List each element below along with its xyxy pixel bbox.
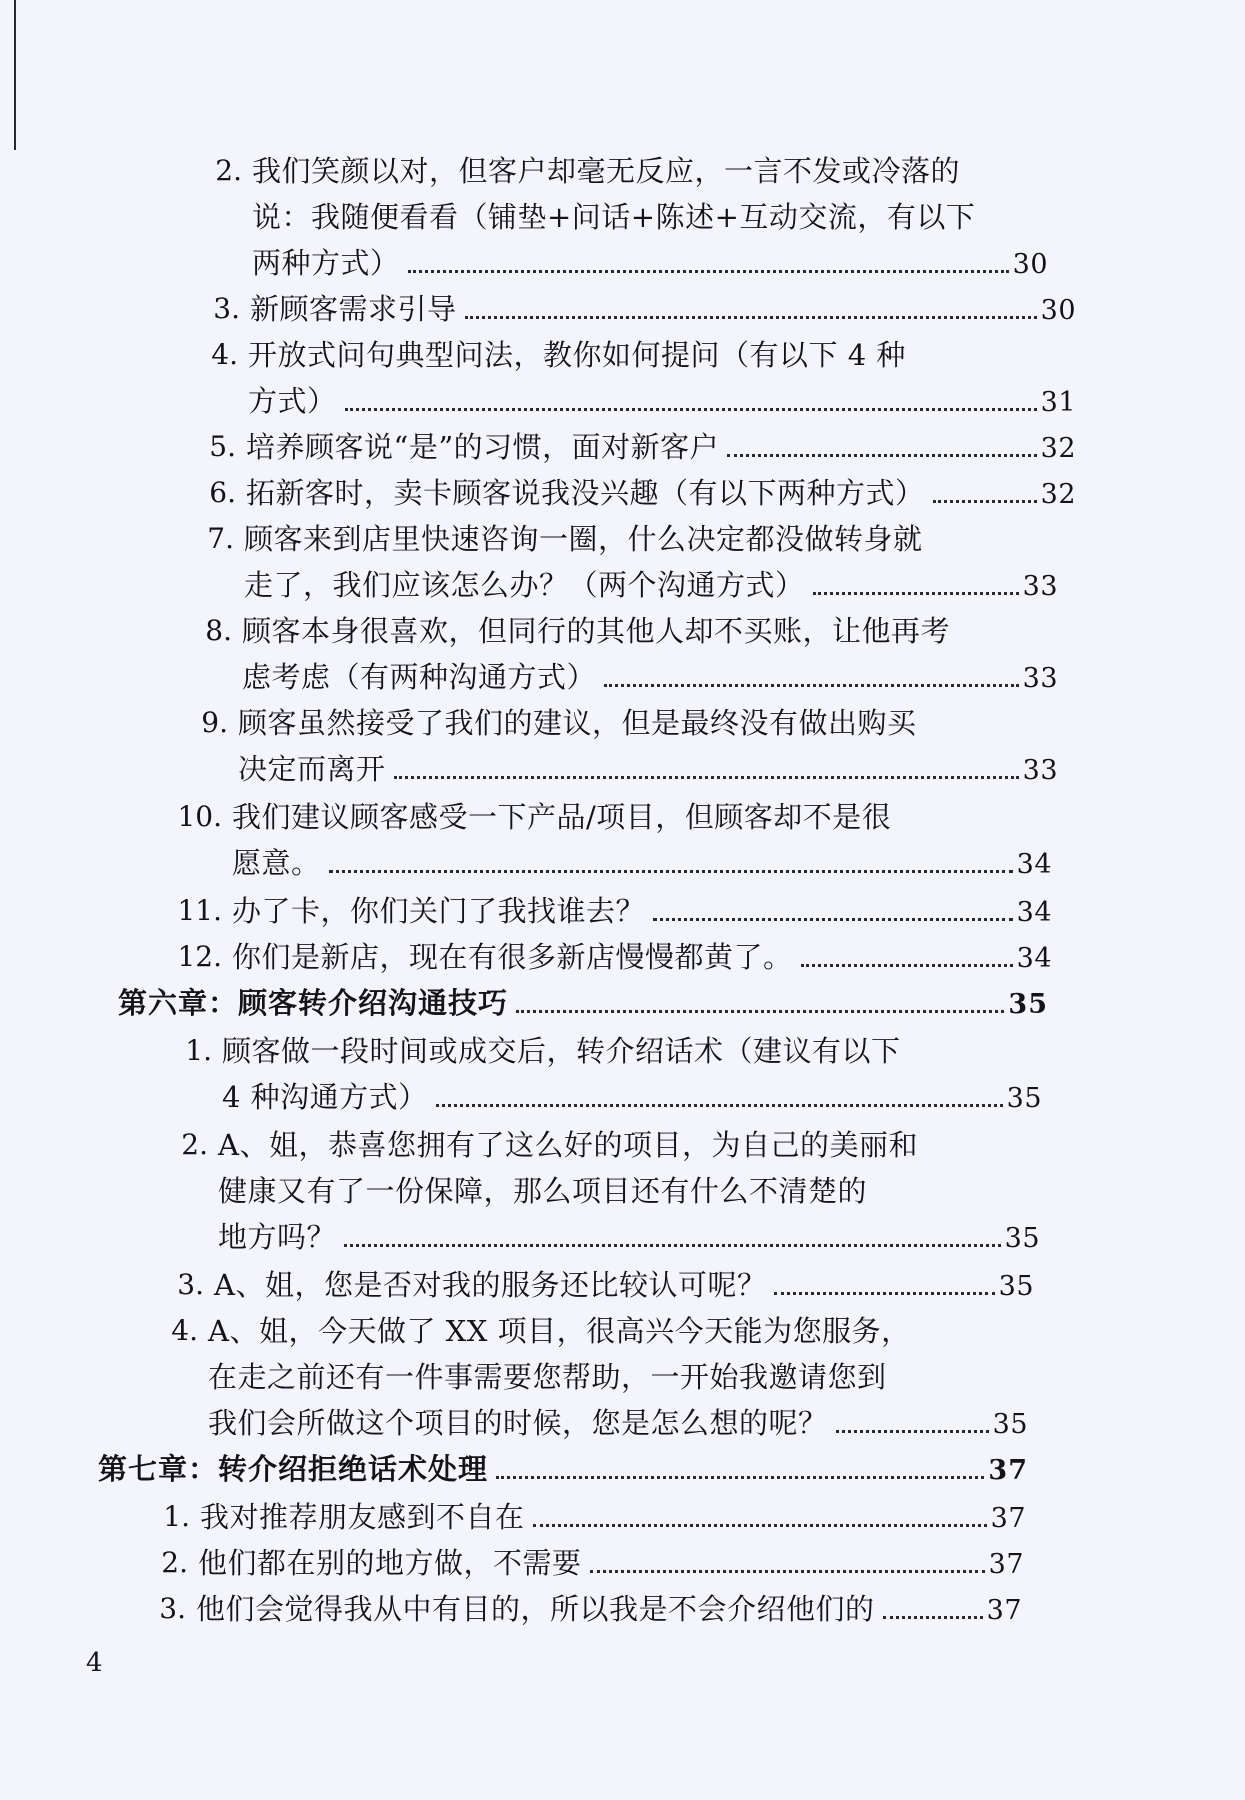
toc-entry-number: 10. xyxy=(177,800,222,833)
toc-page-number: 34 xyxy=(1016,897,1052,928)
toc-entry-number: 2. xyxy=(181,1128,208,1161)
leader-dots xyxy=(394,776,1019,779)
toc-entry-text: 我们会所做这个项目的时候，您是怎么想的呢？ xyxy=(208,1406,828,1440)
toc-page-number: 35 xyxy=(1008,989,1048,1020)
toc-entry[interactable] xyxy=(166,1028,1042,1122)
toc-page-number: 32 xyxy=(1040,479,1076,510)
toc-entry[interactable] xyxy=(158,1262,1034,1310)
leader-dots xyxy=(516,1010,1004,1013)
leader-dots xyxy=(344,1244,1001,1247)
toc-entry-text: 开放式问句典型问法，教你如何提问（有以下 4 种 xyxy=(248,338,906,372)
toc-entry[interactable] xyxy=(144,1494,1026,1542)
toc-entry-text: 培养顾客说“是”的习惯，面对新客户 xyxy=(246,430,720,464)
toc-entry-text: 他们会觉得我从中有目的，所以我是不会介绍他们的 xyxy=(196,1592,875,1626)
toc-entry[interactable] xyxy=(176,794,1052,888)
toc-entry[interactable] xyxy=(162,1122,1040,1262)
toc-page-number: 37 xyxy=(986,1595,1022,1626)
toc-entry[interactable] xyxy=(176,934,1052,982)
toc-entry[interactable] xyxy=(188,516,1058,610)
toc-entry-number: 9. xyxy=(201,706,228,739)
toc-entry[interactable] xyxy=(140,1586,1022,1634)
toc-entry-text: 顾客来到店里快速咨询一圈，什么决定都没做转身就 xyxy=(244,522,923,556)
toc-entry[interactable] xyxy=(190,424,1076,472)
toc-entry-number: 1. xyxy=(163,1500,190,1533)
leader-dots xyxy=(590,1570,985,1573)
leader-dots xyxy=(813,592,1019,595)
toc-entry-number: 3. xyxy=(177,1268,204,1301)
toc-page-number: 33 xyxy=(1022,755,1058,786)
toc-entry-number: 11. xyxy=(177,894,222,927)
toc-entry-number: 3. xyxy=(213,292,240,325)
toc-entry-text: 虑考虑（有两种沟通方式） xyxy=(242,660,597,694)
toc-entry-text: 我对推荐朋友感到不自在 xyxy=(200,1500,525,1534)
toc-entry[interactable] xyxy=(186,608,1058,702)
toc-entry-number: 4. xyxy=(211,338,238,371)
toc-page-number: 37 xyxy=(988,1455,1028,1486)
toc-entry-text: 说：我随便看看（铺垫+问话+陈述+互动交流，有以下 xyxy=(252,200,976,234)
leader-dots xyxy=(653,918,1013,921)
toc-page-number: 32 xyxy=(1040,433,1076,464)
toc-entry-text: 方式） xyxy=(248,384,337,418)
toc-page-number: 35 xyxy=(992,1409,1028,1440)
toc-entry[interactable] xyxy=(142,1540,1024,1588)
leader-dots xyxy=(408,270,1009,273)
toc-entry-text: 顾客做一段时间或成交后，转介绍话术（建议有以下 xyxy=(222,1034,901,1068)
leader-dots xyxy=(329,870,1013,873)
leader-dots xyxy=(883,1616,983,1619)
toc-entry-number: 5. xyxy=(209,430,236,463)
toc-page-number: 30 xyxy=(1040,295,1076,326)
leader-dots xyxy=(496,1476,984,1479)
toc-entry-text: A、姐，恭喜您拥有了这么好的项目，为自己的美丽和 xyxy=(218,1128,918,1162)
leader-dots xyxy=(465,316,1037,319)
toc-entry[interactable] xyxy=(176,888,1052,936)
chapter-title: 第七章：转介绍拒绝话术处理 xyxy=(98,1452,489,1486)
toc-entry-text: 在走之前还有一件事需要您帮助，一开始我邀请您到 xyxy=(208,1360,887,1394)
leader-dots xyxy=(774,1292,994,1295)
toc-entry-number: 8. xyxy=(205,614,232,647)
toc-entry[interactable] xyxy=(152,1308,1028,1448)
toc-page-number: 37 xyxy=(990,1503,1026,1534)
toc-entry-text: 健康又有了一份保障，那么项目还有什么不清楚的 xyxy=(218,1174,868,1208)
toc-entry-text: 你们是新店，现在有很多新店慢慢都黄了。 xyxy=(232,940,793,974)
toc-page-number: 35 xyxy=(1004,1223,1040,1254)
toc-entry-text: A、姐，今天做了 XX 项目，很高兴今天能为您服务， xyxy=(208,1314,911,1348)
toc-page-number: 35 xyxy=(1006,1083,1042,1114)
toc-entry-text: A、姐，您是否对我的服务还比较认可呢？ xyxy=(214,1268,767,1302)
toc-entry-text: 拓新客时，卖卡顾客说我没兴趣（有以下两种方式） xyxy=(246,476,925,510)
toc-entry-text: 走了，我们应该怎么办？（两个沟通方式） xyxy=(244,568,805,602)
leader-dots xyxy=(933,500,1037,503)
toc-page-number: 33 xyxy=(1022,663,1058,694)
toc-entry-text: 他们都在别的地方做，不需要 xyxy=(198,1546,582,1580)
toc-entry[interactable] xyxy=(182,700,1058,794)
toc-entry-text: 顾客本身很喜欢，但同行的其他人却不买账，让他再考 xyxy=(242,614,951,648)
toc-entry[interactable] xyxy=(190,470,1076,518)
toc-entry[interactable] xyxy=(192,332,1076,426)
toc-entry-text: 顾客虽然接受了我们的建议，但是最终没有做出购买 xyxy=(238,706,917,740)
toc-entry-text: 决定而离开 xyxy=(238,752,386,786)
toc-chapter-heading[interactable] xyxy=(118,980,1048,1028)
binding-edge-line xyxy=(14,0,16,150)
toc-page-number: 37 xyxy=(988,1549,1024,1580)
toc-page-number: 34 xyxy=(1016,943,1052,974)
toc-entry-text: 新顾客需求引导 xyxy=(250,292,457,326)
toc-entry-number: 6. xyxy=(209,476,236,509)
leader-dots xyxy=(345,408,1037,411)
toc-entry-text: 愿意。 xyxy=(232,846,321,880)
leader-dots xyxy=(436,1104,1003,1107)
toc-entry-number: 3. xyxy=(159,1592,186,1625)
toc-entry-text: 我们建议顾客感受一下产品/项目，但顾客却不是很 xyxy=(232,800,892,834)
toc-entry-number: 2. xyxy=(161,1546,188,1579)
toc-page-number: 34 xyxy=(1016,849,1052,880)
leader-dots xyxy=(836,1430,989,1433)
toc-entry-number: 4. xyxy=(171,1314,198,1347)
leader-dots xyxy=(801,964,1013,967)
toc-entry-number: 1. xyxy=(185,1034,212,1067)
page-number: 4 xyxy=(86,1648,103,1678)
toc-entry-number: 2. xyxy=(215,154,242,187)
leader-dots xyxy=(604,684,1019,687)
toc-entry-text: 地方吗？ xyxy=(218,1220,337,1254)
leader-dots xyxy=(727,454,1036,457)
toc-entry-number: 12. xyxy=(177,940,222,973)
toc-entry[interactable] xyxy=(194,286,1076,334)
toc-entry-text: 办了卡，你们关门了我找谁去？ xyxy=(232,894,646,928)
toc-entry-number: 7. xyxy=(207,522,234,555)
toc-entry-text: 4 种沟通方式） xyxy=(222,1080,428,1114)
toc-page-number: 30 xyxy=(1012,249,1048,280)
toc-entry-text: 两种方式） xyxy=(252,246,400,280)
toc-entry-text: 我们笑颜以对，但客户却毫无反应，一言不发或冷落的 xyxy=(252,154,961,188)
leader-dots xyxy=(533,1524,987,1527)
chapter-title: 第六章：顾客转介绍沟通技巧 xyxy=(118,986,509,1020)
toc-page-number: 33 xyxy=(1022,571,1058,602)
toc-entry[interactable] xyxy=(196,148,1048,288)
toc-page-number: 35 xyxy=(998,1271,1034,1302)
toc-page-number: 31 xyxy=(1040,387,1076,418)
toc-chapter-heading[interactable] xyxy=(98,1446,1028,1494)
